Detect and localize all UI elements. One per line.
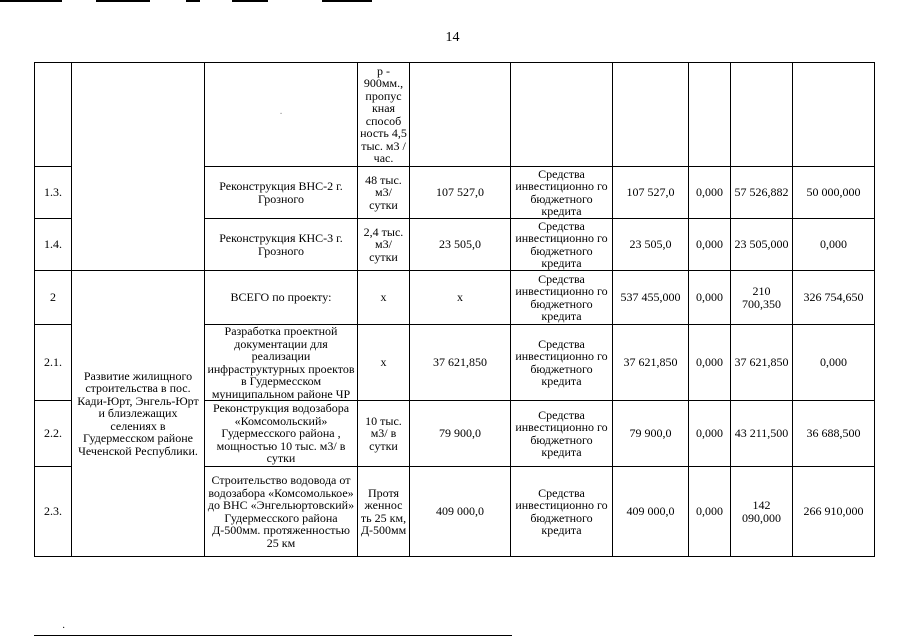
cell-total: [613, 63, 689, 167]
cell-col9: [793, 63, 875, 167]
cell-source: Средства инвестиционно го бюджетного кредита: [511, 325, 613, 401]
cell-section-1: [72, 63, 205, 271]
cell-col7: [689, 63, 731, 167]
cell-col8: [731, 63, 793, 167]
cell-section-2: Развитие жилищного строительства в пос. Кади-Юрт, Энгель-Юрт и близлежащих селениях в Гудермесском районе Чеченской Республики.: [72, 271, 205, 557]
cell-col8: 210 700,350: [731, 271, 793, 325]
cell-capacity: х: [358, 325, 410, 401]
cell-col9: 266 910,000: [793, 467, 875, 557]
cell-col7: 0,000: [689, 325, 731, 401]
cell-capacity: х: [358, 271, 410, 325]
cell-cost: [410, 63, 511, 167]
table-row: [35, 271, 875, 325]
cell-name: ВСЕГО по проекту:: [205, 271, 358, 325]
cell-total: 79 900,0: [613, 401, 689, 467]
top-rule-mid-1: [96, 0, 150, 2]
cell-num: 2.1.: [35, 325, 72, 401]
cell-col8: 23 505,000: [731, 219, 793, 271]
cell-capacity: 48 тыс. м3/ сутки: [358, 167, 410, 219]
cell-cost: 409 000,0: [410, 467, 511, 557]
cell-cost: 37 621,850: [410, 325, 511, 401]
cell-name: Реконструкция ВНС-2 г. Грозного: [205, 167, 358, 219]
cell-col7: 0,000: [689, 219, 731, 271]
cell-col7: 0,000: [689, 271, 731, 325]
cell-capacity: Протя женнос ть 25 км, Д-500мм: [358, 467, 410, 557]
project-table: [34, 62, 875, 557]
top-rule-left: [0, 0, 62, 2]
cell-cost: х: [410, 271, 511, 325]
top-rule-right: [322, 0, 372, 2]
cell-col7: 0,000: [689, 467, 731, 557]
cell-source: Средства инвестиционно го бюджетного кредита: [511, 467, 613, 557]
cell-col7: 0,000: [689, 401, 731, 467]
cell-col9: 326 754,650: [793, 271, 875, 325]
footnote-mark: ·: [62, 623, 66, 634]
cell-num: [35, 63, 72, 167]
cell-col9: 0,000: [793, 219, 875, 271]
cell-name: Реконструкция водозабора «Комсомольский» Гудермесского района , мощностью 10 тыс. м3/ в сутки: [205, 401, 358, 467]
cell-cost: 79 900,0: [410, 401, 511, 467]
cell-col7: 0,000: [689, 167, 731, 219]
cell-cost: 107 527,0: [410, 167, 511, 219]
cell-total: 23 505,0: [613, 219, 689, 271]
cell-source: Средства инвестиционно го бюджетного кредита: [511, 167, 613, 219]
cell-num: 2.2.: [35, 401, 72, 467]
cell-total: 537 455,000: [613, 271, 689, 325]
cell-col9: 0,000: [793, 325, 875, 401]
cell-num: 2.3.: [35, 467, 72, 557]
cell-source: Средства инвестиционно го бюджетного кредита: [511, 219, 613, 271]
top-rule-mid-2: [186, 0, 200, 2]
cell-col9: 36 688,500: [793, 401, 875, 467]
table-row: [35, 63, 875, 167]
cell-col8: 43 211,500: [731, 401, 793, 467]
cell-name: Реконструкция КНС-3 г. Грозного: [205, 219, 358, 271]
cell-capacity: 10 тыс. м3/ в сутки: [358, 401, 410, 467]
cell-num: 1.4.: [35, 219, 72, 271]
cell-col8: 57 526,882: [731, 167, 793, 219]
cell-col9: 50 000,000: [793, 167, 875, 219]
cell-num: 2: [35, 271, 72, 325]
cell-cost: 23 505,0: [410, 219, 511, 271]
page-number: 14: [445, 30, 460, 45]
cell-total: 409 000,0: [613, 467, 689, 557]
cell-total: 37 621,850: [613, 325, 689, 401]
cell-num: 1.3.: [35, 167, 72, 219]
cell-name: ·: [205, 63, 358, 167]
cell-name: Строительство водовода от водозабора «Комсомолькое» до ВНС «Энгельюртовский» Гудермесского района Д-500мм. протяженностью 25 км: [205, 467, 358, 557]
cell-capacity: 2,4 тыс. м3/ сутки: [358, 219, 410, 271]
cell-col8: 142 090,000: [731, 467, 793, 557]
cell-col8: 37 621,850: [731, 325, 793, 401]
cell-total: 107 527,0: [613, 167, 689, 219]
top-rule-mid-3: [232, 0, 268, 2]
cell-capacity: р - 900мм., пропус кная способ ность 4,5 тыс. м3 /час.: [358, 63, 410, 167]
footnote-rule: [34, 635, 512, 636]
cell-source: [511, 63, 613, 167]
cell-source: Средства инвестиционно го бюджетного кредита: [511, 271, 613, 325]
cell-source: Средства инвестиционно го бюджетного кредита: [511, 401, 613, 467]
cell-name: Разработка проектной документации для реализации инфраструктурных проектов в Гудермесском муниципальном районе ЧР: [205, 325, 358, 401]
